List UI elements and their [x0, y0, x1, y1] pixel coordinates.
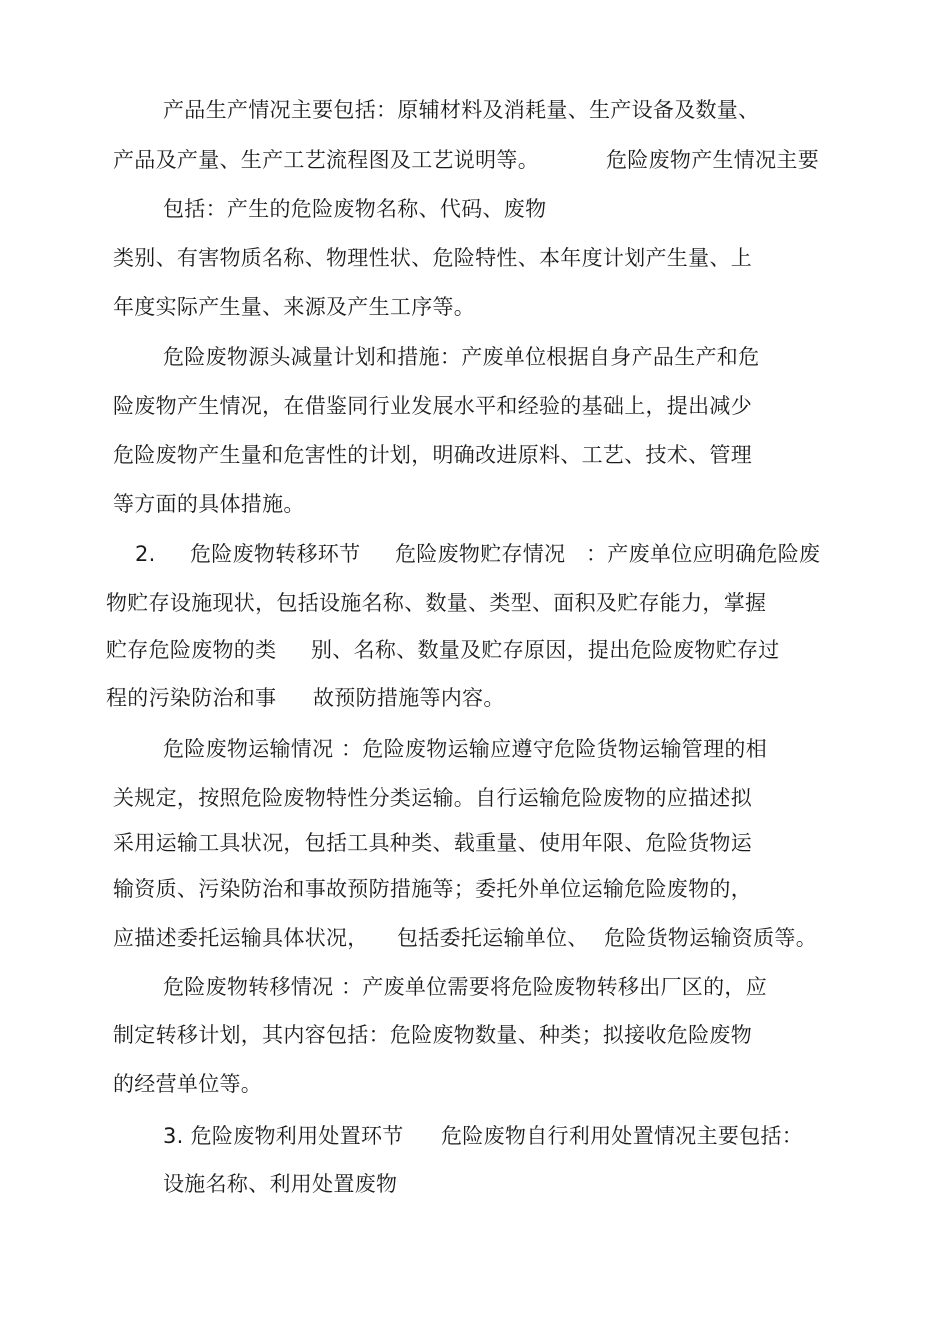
subsection-heading: 危险废物贮存情况 [395, 542, 566, 566]
text-line: 物贮存设施现状，包括设施名称、数量、类型、面积及贮存能力，掌握 [106, 591, 767, 615]
text-line: 输资质、污染防治和事故预防措施等；委托外单位运输危险废物的， [113, 877, 752, 901]
section-number: 2. [135, 542, 156, 566]
text-line: ：产废单位需要将危险废物转移出厂区的，应 [341, 975, 767, 999]
text-line: 贮存危险废物的类 [106, 638, 277, 662]
text-line: 危险废物产生情况主要 [606, 148, 819, 172]
text-line: 危险废物源头减量计划和措施：产废单位根据自身产品生产和危 [163, 345, 760, 369]
text-line: ：危险废物运输应遵守危险货物运输管理的相 [341, 737, 767, 761]
text-line: 应描述委托运输具体状况， [113, 926, 369, 950]
text-line: 产品及产量、生产工艺流程图及工艺说明等。 [113, 148, 539, 172]
text-line: ：产废单位应明确危险废 [586, 542, 821, 566]
text-line: 危险废物自行利用处置情况主要包括： [441, 1124, 804, 1148]
text-line: 关规定，按照危险废物特性分类运输。自行运输危险废物的应描述拟 [113, 786, 752, 810]
text-line: 包括：产生的危险废物名称、代码、废物 [163, 197, 547, 221]
text-line: 等方面的具体措施。 [113, 492, 305, 516]
text-line: 别、名称、数量及贮存原因，提出危险废物贮存过 [311, 638, 780, 662]
subsection-heading: 危险废物转移情况 [163, 975, 334, 999]
text-line: 产品生产情况主要包括：原辅材料及消耗量、生产设备及数量、 [163, 98, 760, 122]
text-line: 危险货物运输资质等。 [604, 926, 817, 950]
subsection-heading: 危险废物运输情况 [163, 737, 334, 761]
text-line: 设施名称、利用处置废物 [163, 1172, 398, 1196]
text-line: 包括委托运输单位、 [397, 926, 589, 950]
text-line: 的经营单位等。 [113, 1072, 263, 1096]
text-line: 类别、有害物质名称、物理性状、危险特性、本年度计划产生量、上 [113, 246, 752, 270]
text-line: 制定转移计划，其内容包括：危险废物数量、种类；拟接收危险废物 [113, 1023, 752, 1047]
text-line: 危险废物产生量和危害性的计划，明确改进原料、工艺、技术、管理 [113, 443, 752, 467]
section-heading: 3. 危险废物利用处置环节 [163, 1124, 404, 1148]
text-line: 程的污染防治和事 [106, 686, 277, 710]
text-line: 年度实际产生量、来源及产生工序等。 [113, 295, 476, 319]
section-heading: 危险废物转移环节 [190, 542, 361, 566]
text-line: 险废物产生情况，在借鉴同行业发展水平和经验的基础上，提出减少 [113, 394, 752, 418]
text-line: 故预防措施等内容。 [313, 686, 505, 710]
text-line: 采用运输工具状况，包括工具种类、载重量、使用年限、危险货物运 [113, 831, 752, 855]
